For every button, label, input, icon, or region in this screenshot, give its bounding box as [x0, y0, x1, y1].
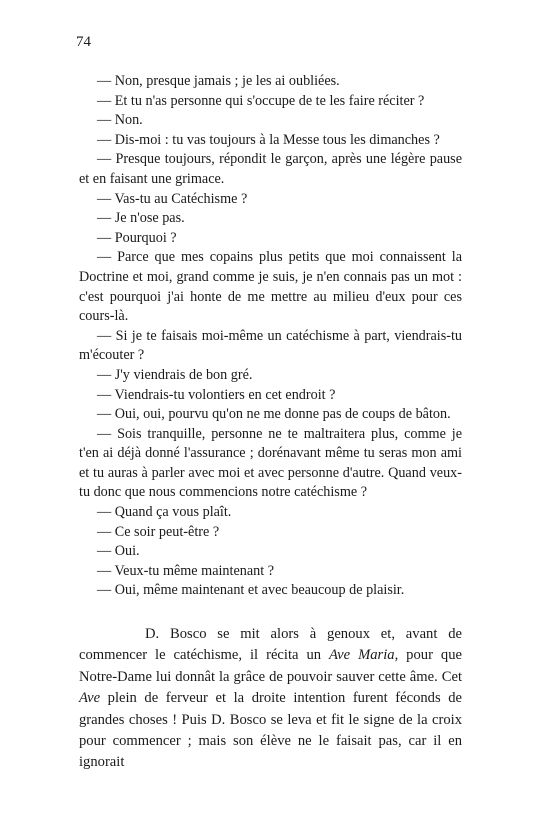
dialogue-line: — Viendrais-tu volontiers en cet endroit ? [97, 386, 336, 403]
dialogue-line: — Ce soir peut-être ? [97, 523, 220, 540]
dialogue-line: — Oui. [97, 543, 140, 560]
dialogue-block [79, 72, 462, 601]
dialogue-line: — J'y viendrais de bon gré. [97, 366, 253, 383]
dialogue-line: — Et tu n'as personne qui s'occupe de te les faire réciter ? [97, 92, 425, 109]
narrative-paragraph [79, 624, 462, 774]
dialogue-line: — Oui, oui, pourvu qu'on ne me donne pas de coups de bâton. [97, 406, 451, 423]
dialogue-line: — Si je te faisais moi-même un catéchisme à part, viendrais-tu m'écouter ? [79, 327, 462, 364]
narrative-text: D. Bosco se mit alors à genoux et, avant de commencer le catéchisme, il récita un [79, 626, 462, 664]
dialogue-line: — Dis-moi : tu vas toujours à la Messe tous les dimanches ? [97, 131, 440, 148]
dialogue-line: — Je n'ose pas. [97, 210, 185, 227]
dialogue-line: — Non, presque jamais ; je les ai oubliées. [97, 73, 340, 89]
dialogue-line: — Sois tranquille, personne ne te maltraitera plus, comme je t'en ai déjà donné l'assurance ; dorénavant même tu seras mon ami et tu auras à parler avec moi et avec personne d'autre. Quand veux-tu donc que nous commencions notre catéchisme ? [79, 425, 462, 501]
dialogue-line: — Vas-tu au Catéchisme ? [97, 190, 248, 207]
narrative-text: , pour que Notre-Dame lui donnât la grâce de pouvoir sauver cette âme. Cet [79, 647, 462, 685]
dialogue-line: — Non. [97, 112, 143, 129]
dialogue-line: — Oui, même maintenant et avec beaucoup de plaisir. [97, 582, 405, 599]
narrative-text: plein de ferveur et la droite intention furent féconds de grandes choses ! Puis D. Bosco se leva et fit le signe de la croix pour commencer ; mais son élève ne le faisait pas, car il en ignorait [79, 690, 462, 771]
dialogue-line: — Quand ça vous plaît. [97, 504, 232, 521]
page-number: 74 [76, 34, 91, 50]
dialogue-line: — Pourquoi ? [97, 229, 177, 246]
dialogue-line: — Parce que mes copains plus petits que moi connaissent la Doctrine et moi, grand comme je suis, je n'en connais pas un mot : c'est pourquoi j'ai honte de me mettre au milieu d'eux pour ces cours-là. [79, 249, 462, 325]
italic-ave-maria: Ave Maria [329, 647, 395, 664]
dialogue-line: — Veux-tu même maintenant ? [97, 562, 275, 579]
narrative-block [79, 624, 462, 774]
dialogue-line: — Presque toujours, répondit le garçon, après une légère pause et en faisant une grimace. [79, 151, 462, 187]
italic-ave: Ave [79, 690, 101, 707]
